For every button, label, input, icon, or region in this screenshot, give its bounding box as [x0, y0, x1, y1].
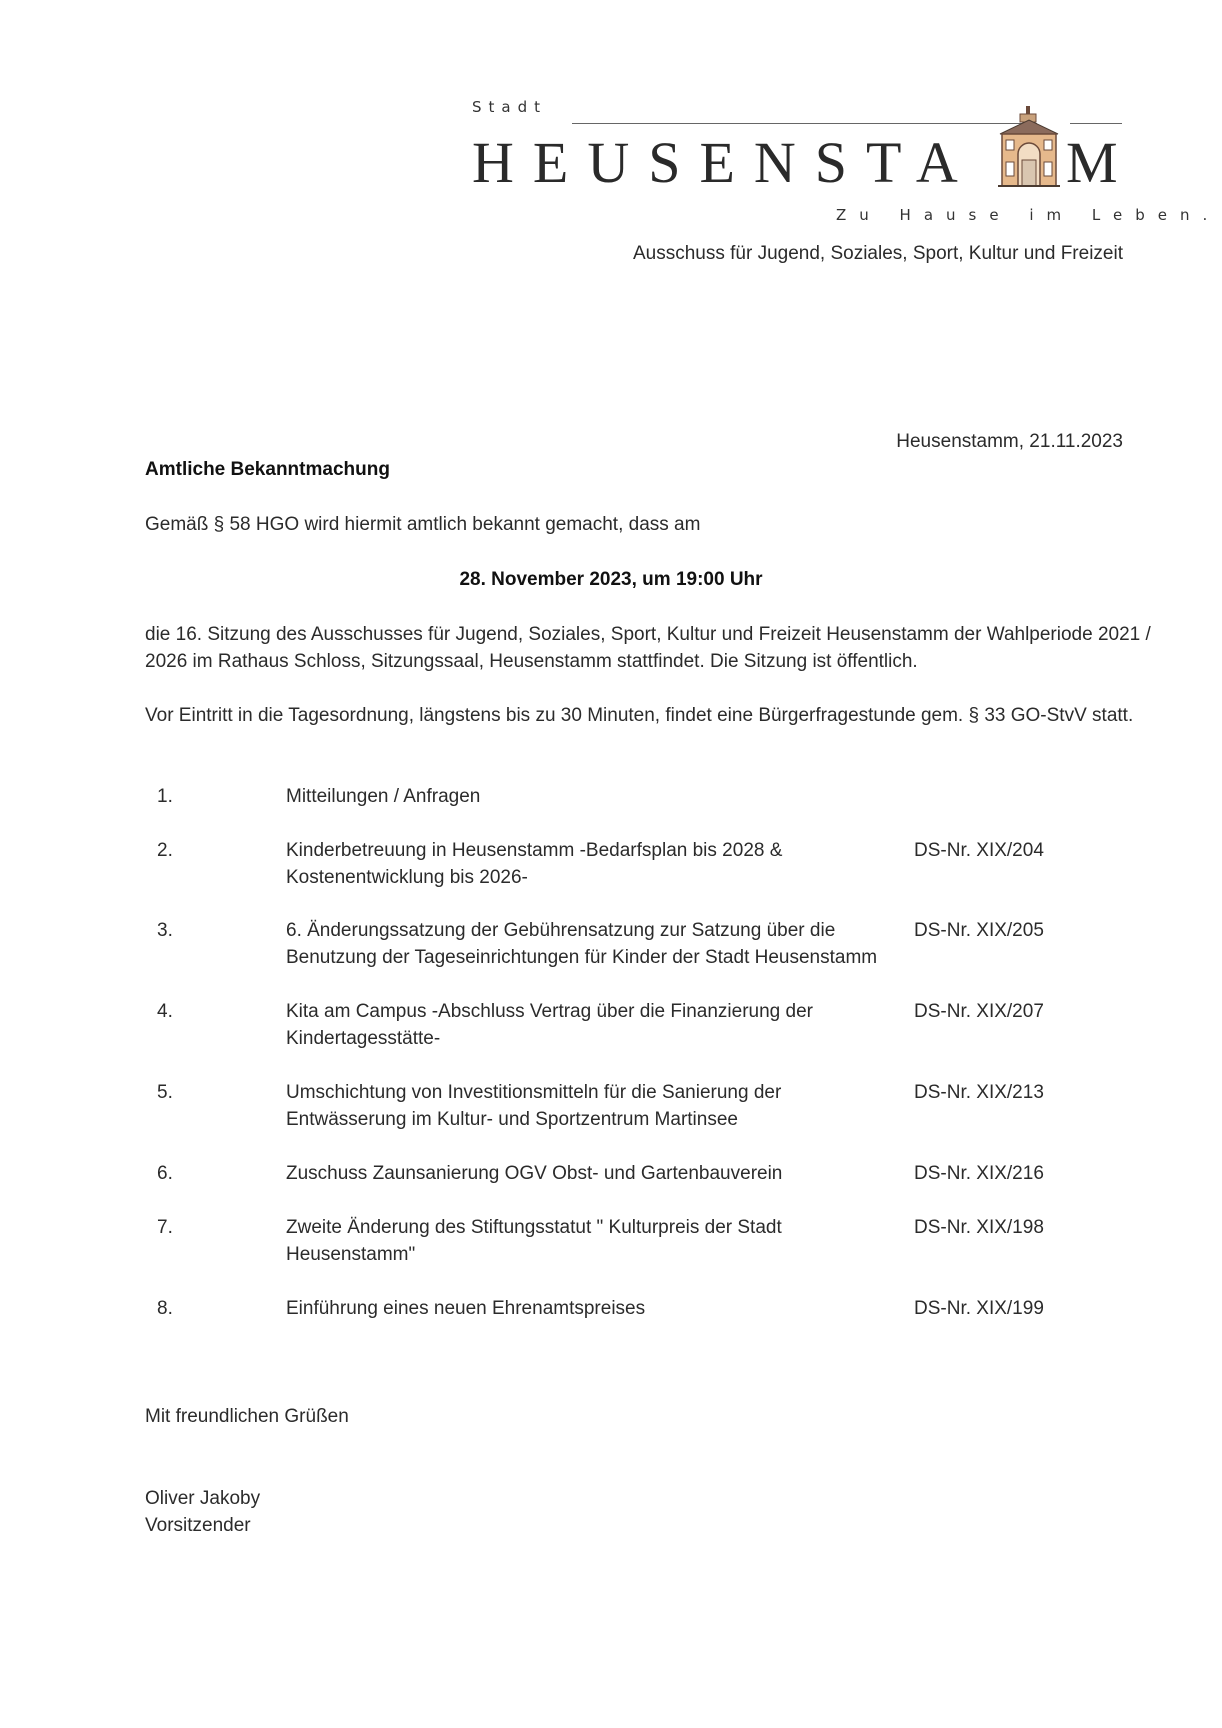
agenda-title-cont: Kostenentwicklung bis 2026- [286, 867, 528, 888]
agenda-number: 1. [157, 786, 173, 807]
agenda-title: Zuschuss Zaunsanierung OGV Obst- und Gartenbauverein [286, 1163, 783, 1184]
agenda-title: Umschichtung von Investitionsmitteln für die Sanierung der [286, 1082, 782, 1103]
body-line-2: 2026 im Rathaus Schloss, Sitzungssaal, Heusenstamm stattfindet. Die Sitzung ist öffentlich. [145, 651, 918, 672]
agenda-ds-number: DS-Nr. XIX/198 [914, 1217, 1044, 1238]
castle-icon [996, 104, 1062, 190]
agenda-ds-number: DS-Nr. XIX/204 [914, 840, 1044, 861]
agenda-ds-number: DS-Nr. XIX/199 [914, 1298, 1044, 1319]
place-date: Heusenstamm, 21.11.2023 [896, 431, 1123, 452]
signer-name: Oliver Jakoby [145, 1488, 261, 1509]
closing-greeting: Mit freundlichen Grüßen [145, 1406, 349, 1427]
agenda-ds-number: DS-Nr. XIX/213 [914, 1082, 1044, 1103]
signer-role: Vorsitzender [145, 1515, 251, 1536]
agenda-title: Kinderbetreuung in Heusenstamm -Bedarfsplan bis 2028 & [286, 840, 783, 861]
logo-prefix: Stadt [472, 98, 547, 116]
logo-tagline: Zu Hause im Leben. [836, 206, 1221, 224]
agenda-title-cont: Benutzung der Tageseinrichtungen für Kinder der Stadt Heusenstamm [286, 947, 878, 968]
agenda-title: Mitteilungen / Anfragen [286, 786, 481, 807]
agenda-number: 6. [157, 1163, 173, 1184]
agenda-number: 7. [157, 1217, 173, 1238]
agenda-title: Einführung eines neuen Ehrenamtspreises [286, 1298, 646, 1319]
meeting-date: 28. November 2023, um 19:00 Uhr [459, 569, 763, 590]
intro-text: Gemäß § 58 HGO wird hiermit amtlich bekannt gemacht, dass am [145, 514, 701, 535]
agenda-title: 6. Änderungssatzung der Gebührensatzung zur Satzung über die [286, 920, 836, 941]
question-hour-text: Vor Eintritt in die Tagesordnung, längstens bis zu 30 Minuten, findet eine Bürgerfragestunde gem. § 33 GO-StvV statt. [145, 705, 1134, 726]
logo-top-line-right [1070, 123, 1122, 124]
agenda-ds-number: DS-Nr. XIX/205 [914, 920, 1044, 941]
agenda-title-cont: Heusenstamm" [286, 1244, 416, 1265]
logo-name-left: HEUSENSTA [472, 130, 977, 195]
agenda-title-cont: Kindertagesstätte- [286, 1028, 441, 1049]
agenda-title-cont: Entwässerung im Kultur- und Sportzentrum Martinsee [286, 1109, 738, 1130]
agenda-number: 5. [157, 1082, 173, 1103]
agenda-title: Kita am Campus -Abschluss Vertrag über die Finanzierung der [286, 1001, 813, 1022]
logo-name-right: M [1066, 130, 1137, 195]
document-title: Amtliche Bekanntmachung [145, 459, 390, 480]
city-logo [472, 96, 1221, 236]
agenda-number: 8. [157, 1298, 173, 1319]
body-line-1: die 16. Sitzung des Ausschusses für Jugend, Soziales, Sport, Kultur und Freizeit Heusenstamm der Wahlperiode 2021 / [145, 624, 1151, 645]
logo-top-line [572, 123, 1037, 124]
agenda-number: 2. [157, 840, 173, 861]
agenda-title: Zweite Änderung des Stiftungsstatut " Kulturpreis der Stadt [286, 1217, 782, 1238]
agenda-number: 3. [157, 920, 173, 941]
agenda-ds-number: DS-Nr. XIX/216 [914, 1163, 1044, 1184]
committee-name: Ausschuss für Jugend, Soziales, Sport, Kultur und Freizeit [632, 243, 1123, 264]
agenda-ds-number: DS-Nr. XIX/207 [914, 1001, 1044, 1022]
agenda-number: 4. [157, 1001, 173, 1022]
